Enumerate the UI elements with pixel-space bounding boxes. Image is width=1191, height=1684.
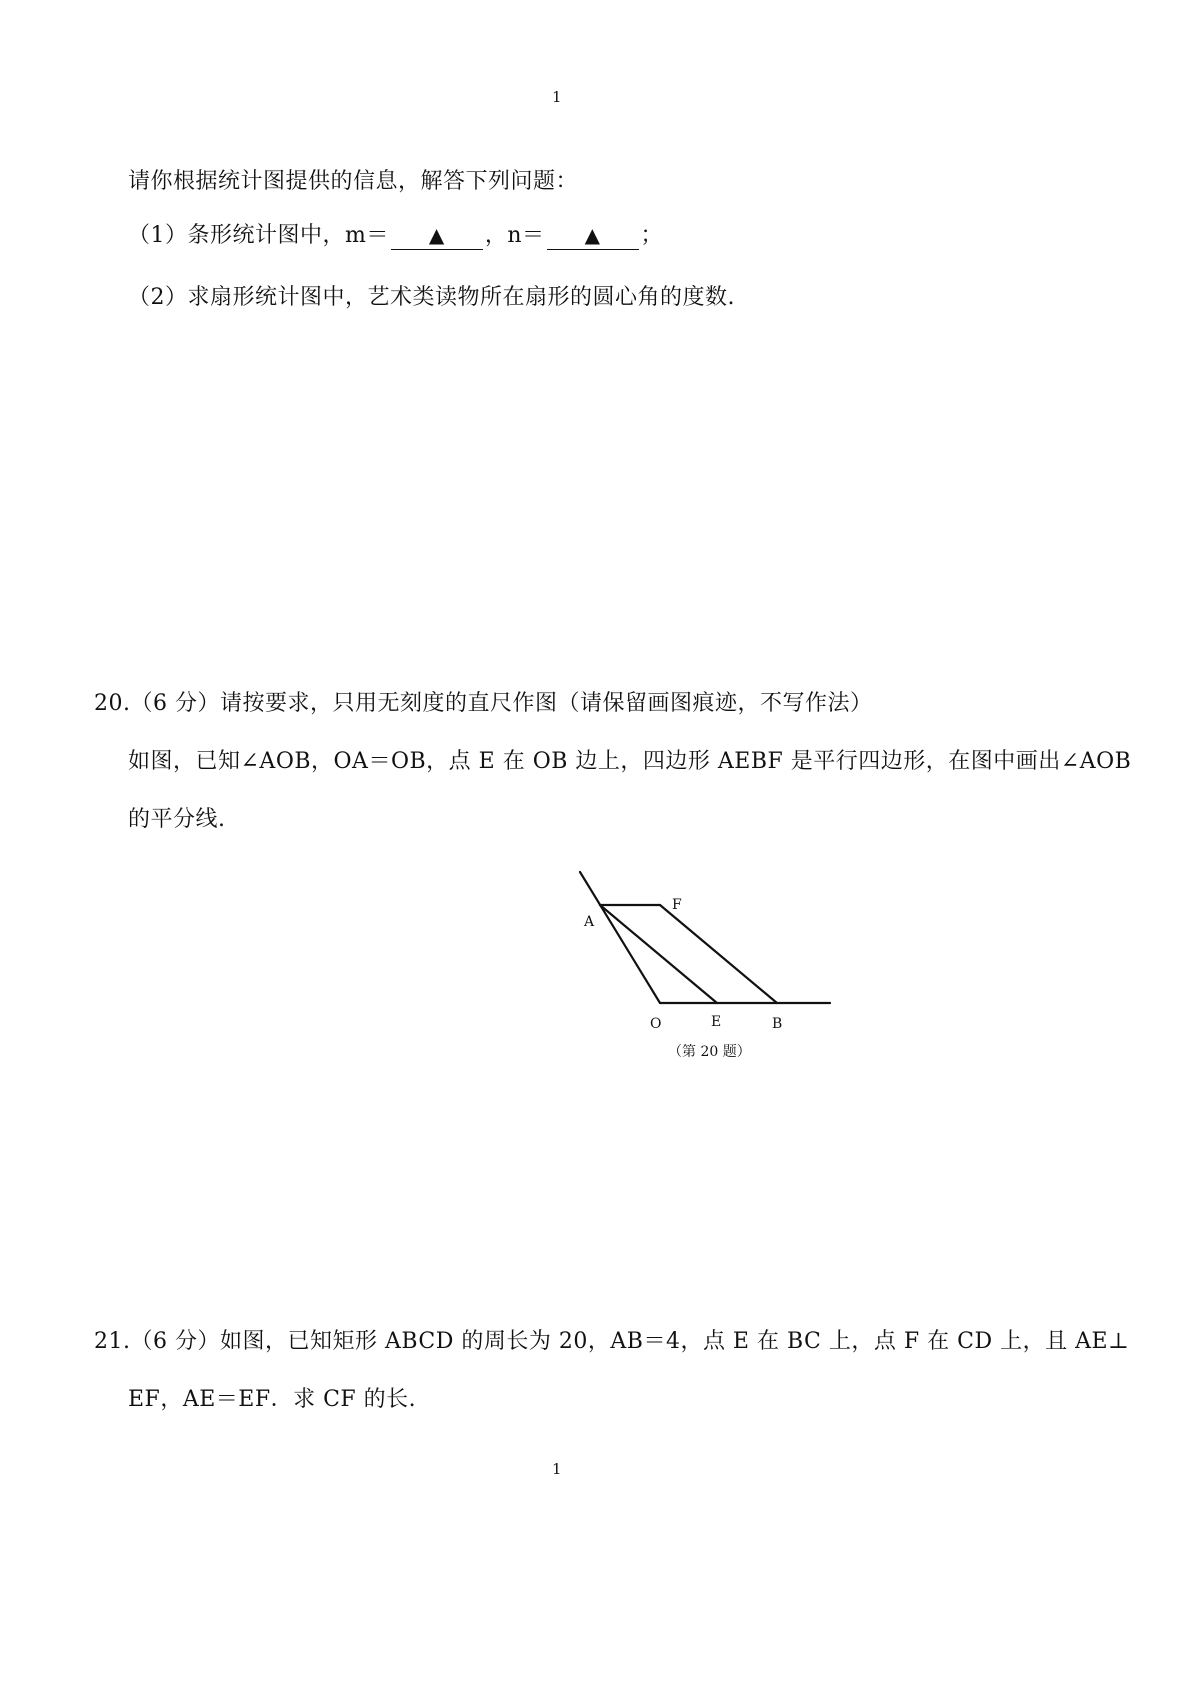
q20-text-line2: 的平分线. (128, 807, 226, 832)
answer-blank-m (391, 222, 483, 250)
q19-part2: （2）求扇形统计图中，艺术类读物所在扇形的圆心角的度数. (128, 285, 735, 310)
q20-figure (560, 860, 860, 1070)
q21-text-line1: 21.（6 分）如图，已知矩形 ABCD 的周长为 20，AB＝4，点 E 在 BC 上，点 F 在 CD 上，且 AE⊥ (94, 1329, 1130, 1354)
q21-text-line2: EF，AE＝EF．求 CF 的长. (128, 1387, 417, 1412)
label-e: E (711, 1014, 722, 1030)
label-f: F (672, 897, 682, 913)
footer-page-number: 1 (552, 1460, 562, 1478)
q19-part1-sep: ，n＝ (484, 223, 545, 248)
answer-blank-n (547, 222, 639, 250)
header-page-number: 1 (552, 88, 562, 106)
q20-title: 20.（6 分）请按要求，只用无刻度的直尺作图（请保留画图痕迹，不写作法） (94, 691, 873, 716)
segment-fb-line (660, 905, 777, 1003)
q19-part1 (128, 218, 663, 250)
blank-triangle-icon: ▲ (584, 223, 601, 247)
label-b: B (772, 1016, 783, 1032)
label-a: A (584, 914, 595, 930)
figure-caption: （第 20 题） (668, 1044, 751, 1060)
ray-oa-line (580, 872, 660, 1003)
blank-triangle-icon: ▲ (428, 223, 445, 247)
q19-part1-prefix: （1）条形统计图中，m＝ (128, 223, 389, 248)
q20-text-line1: 如图，已知∠AOB，OA＝OB，点 E 在 OB 边上，四边形 AEBF 是平行四边形，在图中画出∠AOB (128, 749, 1132, 774)
segment-ae-line (600, 905, 717, 1003)
q19-intro: 请你根据统计图提供的信息，解答下列问题： (128, 169, 579, 194)
label-o: O (650, 1016, 662, 1032)
q19-part1-suffix: ； (640, 223, 664, 248)
